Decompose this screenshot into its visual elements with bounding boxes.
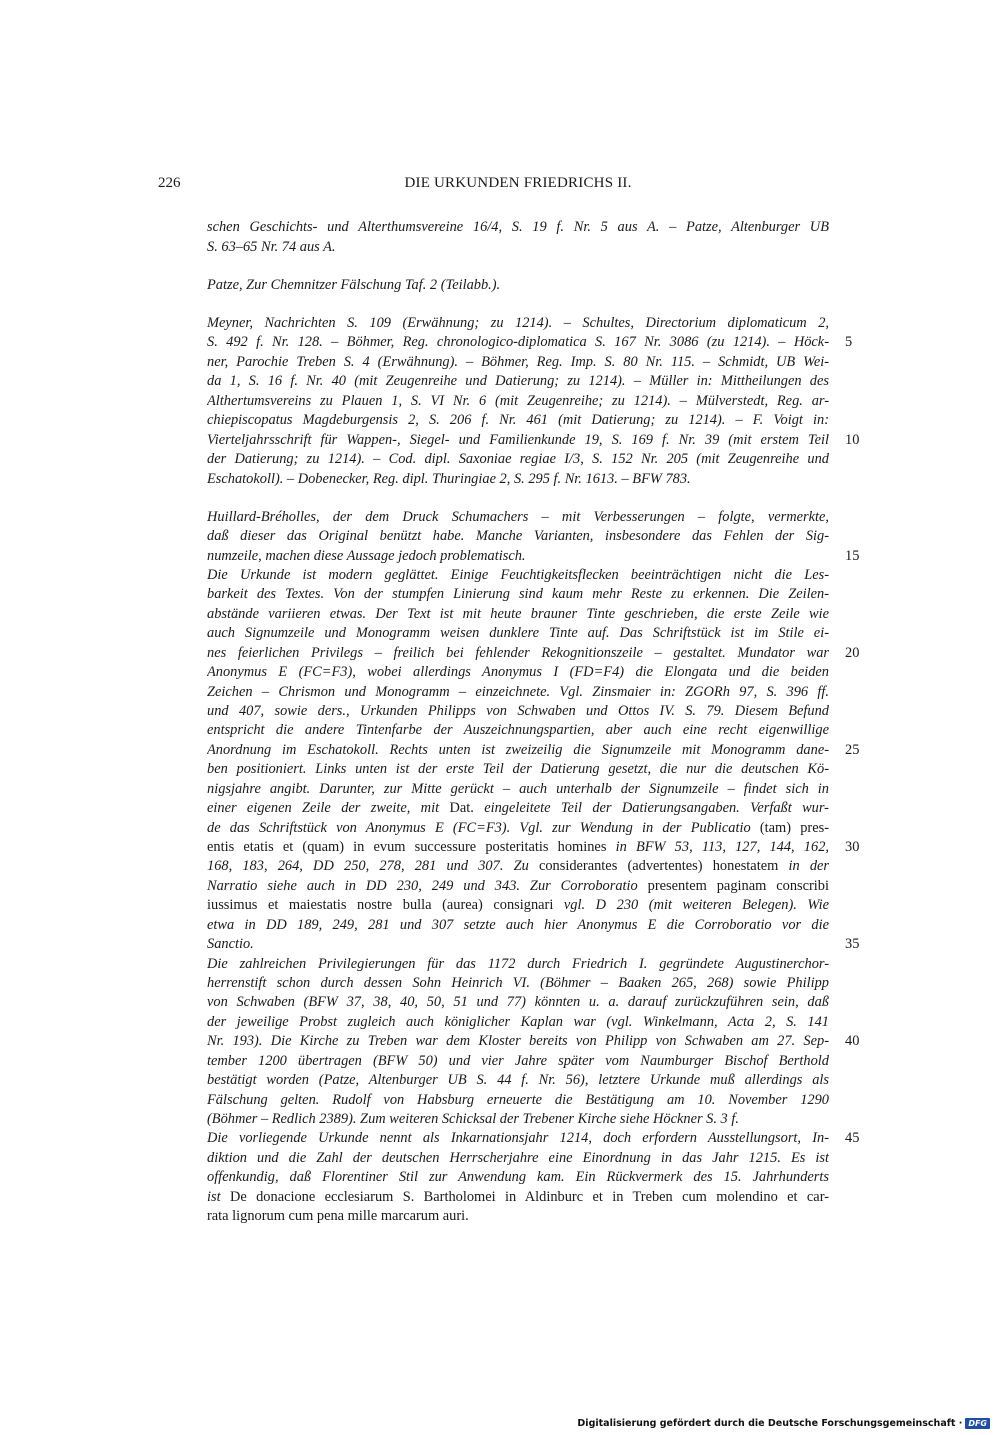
quoted-latin-text: (tam) pres-	[759, 820, 829, 836]
quoted-latin-text: entis etatis et (quam) in evum successure posteritatis homines	[207, 839, 616, 855]
text-line	[207, 818, 829, 838]
text-line	[207, 623, 829, 643]
line-text: eingeleitete Teil der Datierungsangaben. Verfaßt wur-	[473, 800, 829, 816]
text-line	[207, 643, 829, 663]
line-text: nigsjahre angibt. Darunter, zur Mitte gerückt – auch unterhalb der Signumzeile – findet sich in	[207, 781, 829, 797]
text-line	[207, 507, 829, 527]
line-text: Fälschung gelten. Rudolf von Habsburg erneuerte die Bestätigung am 10. November 1290	[207, 1092, 829, 1108]
margin-line-number: 40	[845, 1033, 860, 1049]
line-text: Patze, Zur Chemnitzer Fälschung Taf. 2 (Teilabb.).	[207, 277, 501, 293]
line-text: Althertumsvereins zu Plauen 1, S. VI Nr. 6 (mit Zeugenreihe; zu 1214). – Mülverstedt, Reg. ar-	[207, 393, 829, 409]
text-line	[207, 565, 829, 585]
line-text: S. 492 f. Nr. 128. – Böhmer, Reg. chronologico-diplomatica S. 167 Nr. 3086 (zu 1214). – Höck-	[207, 334, 829, 350]
quoted-latin-text: De donacione ecclesiarum S. Bartholomei in Aldinburc et in Treben cum molendino et car-	[229, 1189, 829, 1205]
line-text: von Schwaben (BFW 37, 38, 40, 50, 51 und 77) könnten u. a. darauf zurückzuführen sein, daß	[207, 994, 829, 1010]
line-text: ner, Parochie Treben S. 4 (Erwähnung). – Böhmer, Reg. Imp. S. 80 Nr. 115. – Schmidt, UB Wei-	[207, 354, 829, 370]
line-text: de das Schriftstück von Anonymus E (FC=F3). Vgl. zur Wendung in der Publicatio	[207, 820, 760, 836]
line-text: S. 63–65 Nr. 74 aus A.	[207, 239, 336, 255]
margin-line-number: 15	[845, 548, 860, 564]
quoted-latin-text: iussimus et maiestatis nostre bulla (aurea) consignari	[207, 897, 554, 913]
line-text: Vierteljahrsschrift für Wappen-, Siegel- und Familienkunde 19, S. 169 f. Nr. 39 (mit erstem Teil	[207, 432, 829, 448]
line-text: bestätigt worden (Patze, Altenburger UB S. 44 f. Nr. 56), letztere Urkunde muß allerdings als	[207, 1072, 829, 1088]
line-text: und 407, sowie ders., Urkunden Philipps von Schwaben und Ottos IV. S. 79. Diesem Befund	[207, 703, 829, 719]
line-text: ben positioniert. Links unten ist der erste Teil der Datierung gesetzt, die nur die deutschen Kö-	[207, 761, 829, 777]
text-line	[207, 662, 829, 682]
text-line	[207, 779, 829, 799]
credit-text: Digitalisierung gefördert durch die Deutsche Forschungsgemeinschaft ·	[577, 1418, 963, 1429]
quoted-latin-text: presentem paginam conscribi	[647, 878, 829, 894]
text-line	[207, 876, 829, 896]
digitization-credit	[577, 1418, 990, 1429]
line-text: Anonymus E (FC=F3), wobei allerdings Anonymus I (FD=F4) die Elongata und die beiden	[207, 664, 829, 680]
text-line	[207, 352, 829, 372]
line-text: einer eigenen Zeile der zweite, mit	[207, 800, 450, 816]
text-line	[207, 1031, 829, 1051]
quoted-latin-text: considerantes (advertentes) honestatem	[538, 858, 779, 874]
line-text: barkeit des Textes. Von der stumpfen Linierung sind kaum mehr Reste zu erkennen. Die Zeilen-	[207, 586, 829, 602]
line-text: Zeichen – Chrismon und Monogramm – einzeichnete. Vgl. Zinsmaier in: ZGORh 97, S. 396 ff.	[207, 684, 829, 700]
line-text: Eschatokoll). – Dobenecker, Reg. dipl. Thuringiae 2, S. 295 f. Nr. 1613. – BFW 783.	[207, 471, 691, 487]
line-text: numzeile, machen diese Aussage jedoch problematisch.	[207, 548, 526, 564]
text-line	[207, 1206, 829, 1226]
margin-line-number: 25	[845, 742, 860, 758]
line-text: tember 1200 übertragen (BFW 50) und vier Jahre später vom Naumburger Bischof Berthold	[207, 1053, 829, 1069]
text-line	[207, 313, 829, 333]
line-text: nes feierlichen Privilegs – freilich bei fehlender Rekognitionszeile – gestaltet. Mundator war	[207, 645, 829, 661]
margin-line-number: 5	[845, 334, 853, 350]
quoted-latin-text: Dat.	[449, 800, 474, 816]
text-line	[207, 759, 829, 779]
line-text: Nr. 193). Die Kirche zu Treben war dem Kloster bereits von Philipp von Schwaben am 27. Sep-	[207, 1033, 829, 1049]
text-line	[207, 1109, 829, 1129]
text-line	[207, 895, 829, 915]
line-text: (Böhmer – Redlich 2389). Zum weiteren Schicksal der Trebener Kirche siehe Höckner S. 3 f.	[207, 1111, 739, 1127]
text-line	[207, 604, 829, 624]
line-text: da 1, S. 16 f. Nr. 40 (mit Zeugenreihe und Datierung; zu 1214). – Müller in: Mittheilungen des	[207, 373, 829, 389]
margin-line-number: 30	[845, 839, 860, 855]
line-text: offenkundig, daß Florentiner Stil zur Anwendung kam. Ein Rückvermerk des 15. Jahrhunderts	[207, 1169, 829, 1185]
line-text: Huillard-Bréholles, der dem Druck Schumachers – mit Verbesserungen – folgte, vermerkte,	[207, 509, 829, 525]
text-line	[207, 217, 829, 237]
line-text: 168, 183, 264, DD 250, 278, 281 und 307. Zu	[207, 858, 539, 874]
line-text: Die zahlreichen Privilegierungen für das 1172 durch Friedrich I. gegründete Augustinerchor-	[207, 956, 829, 972]
text-line	[207, 1012, 829, 1032]
line-text: chiepiscopatus Magdeburgensis 2, S. 206 f. Nr. 461 (mit Datierung; zu 1214). – F. Voigt in:	[207, 412, 829, 428]
text-line	[207, 449, 829, 469]
line-text: in BFW 53, 113, 127, 144, 162,	[615, 839, 829, 855]
text-line	[207, 1187, 829, 1207]
line-text: Die Urkunde ist modern geglättet. Einige Feuchtigkeitsflecken beeinträchtigen nicht die Les-	[207, 567, 829, 583]
line-text: daß dieser das Original benützt habe. Manche Varianten, insbesondere das Fehlen der Sig-	[207, 528, 829, 544]
text-line	[207, 992, 829, 1012]
margin-line-number: 45	[845, 1130, 860, 1146]
line-text: auch Signumzeile und Monogramm weisen dunklere Tinte auf. Das Schriftstück ist im Stile ei-	[207, 625, 829, 641]
text-line	[207, 954, 829, 974]
text-line	[207, 546, 829, 566]
line-text: Narratio siehe auch in DD 230, 249 und 343. Zur Corroboratio	[207, 878, 648, 894]
text-line	[207, 701, 829, 721]
text-line	[207, 682, 829, 702]
line-text: herrenstift schon durch dessen Sohn Heinrich VI. (Böhmer – Baaken 265, 268) sowie Philipp	[207, 975, 829, 991]
line-text: Sanctio.	[207, 936, 254, 952]
text-line	[207, 973, 829, 993]
text-line	[207, 856, 829, 876]
line-text: diktion und die Zahl der deutschen Herrscherjahre eine Einordnung in das Jahr 1215. Es ist	[207, 1150, 829, 1166]
text-line	[207, 1051, 829, 1071]
line-text: Die vorliegende Urkunde nennt als Inkarnationsjahr 1214, doch erfordern Ausstellungsort, In-	[207, 1130, 829, 1146]
line-text: in der	[778, 858, 829, 874]
text-line	[207, 332, 829, 352]
line-text: abstände variieren etwas. Der Text ist mit heute brauner Tinte geschrieben, die erste Zeile wie	[207, 606, 829, 622]
dfg-logo: DFG	[965, 1418, 990, 1429]
text-line	[207, 934, 829, 954]
text-line	[207, 391, 829, 411]
page-number: 226	[158, 175, 181, 191]
text-line	[207, 720, 829, 740]
line-text: der jeweilige Probst zugleich auch königlicher Kaplan war (vgl. Winkelmann, Acta 2, S. 141	[207, 1014, 829, 1030]
text-line	[207, 275, 829, 295]
text-line	[207, 1128, 829, 1148]
text-line	[207, 798, 829, 818]
margin-line-number: 35	[845, 936, 860, 952]
text-line	[207, 430, 829, 450]
text-line	[207, 1070, 829, 1090]
text-line	[207, 1148, 829, 1168]
text-line	[207, 584, 829, 604]
line-text: Meyner, Nachrichten S. 109 (Erwähnung; zu 1214). – Schultes, Directorium diplomaticum 2,	[207, 315, 829, 331]
line-text: vgl. D 230 (mit weiteren Belegen). Wie	[553, 897, 829, 913]
line-text: schen Geschichts- und Alterthumsvereine 16/4, S. 19 f. Nr. 5 aus A. – Patze, Altenburger UB	[207, 219, 829, 235]
text-line	[207, 410, 829, 430]
text-line	[207, 371, 829, 391]
text-line	[207, 469, 829, 489]
text-line	[207, 237, 829, 257]
text-line	[207, 915, 829, 935]
line-text: ist	[207, 1189, 230, 1205]
text-line	[207, 1090, 829, 1110]
line-text: entspricht die andere Tintenfarbe der Auszeichnungspartien, aber auch eine recht eigenwillige	[207, 722, 829, 738]
line-text: der Datierung; zu 1214). – Cod. dipl. Saxoniae regiae I/3, S. 152 Nr. 205 (mit Zeugenreihe und	[207, 451, 829, 467]
line-text: etwa in DD 189, 249, 281 und 307 setzte auch hier Anonymus E die Corroboratio vor die	[207, 917, 829, 933]
text-line	[207, 526, 829, 546]
text-line	[207, 1167, 829, 1187]
text-line	[207, 740, 829, 760]
text-line	[207, 837, 829, 857]
quoted-latin-text: rata lignorum cum pena mille marcarum auri.	[207, 1208, 469, 1224]
running-title: DIE URKUNDEN FRIEDRICHS II.	[404, 175, 632, 191]
margin-line-number: 10	[845, 432, 860, 448]
margin-line-number: 20	[845, 645, 860, 661]
line-text: Anordnung im Eschatokoll. Rechts unten ist zweizeilig die Signumzeile mit Monogramm dane-	[207, 742, 829, 758]
